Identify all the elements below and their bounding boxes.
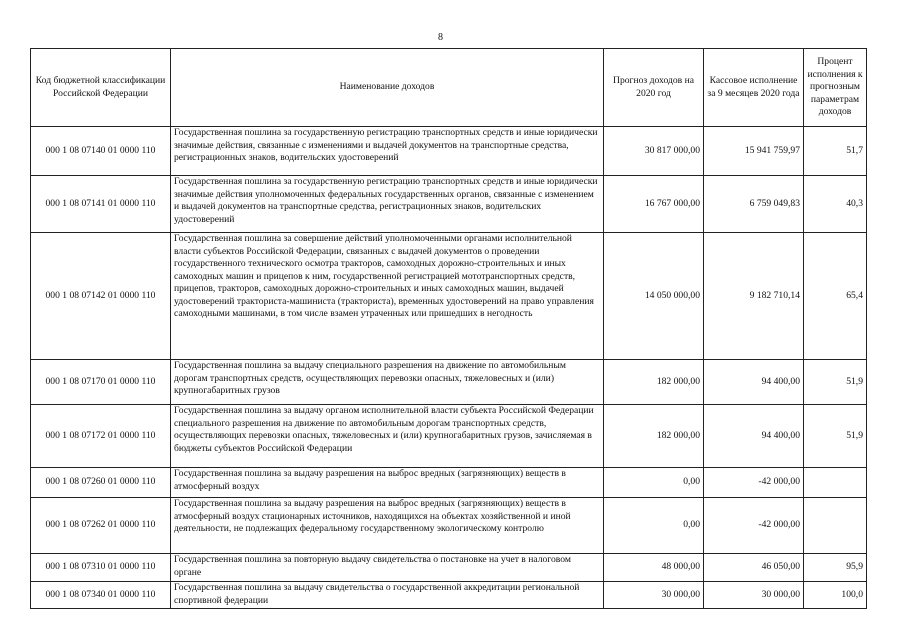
table-row: [31, 405, 867, 468]
header-cash: Кассовое исполнение за 9 месяцев 2020 года: [704, 49, 804, 127]
row-percent: 51,9: [804, 360, 867, 405]
row-code: 000 1 08 07140 01 0000 110: [31, 127, 171, 176]
row-forecast: 0,00: [604, 498, 704, 554]
row-cash: 46 050,00: [704, 554, 804, 582]
revenue-table: [30, 48, 867, 609]
page-number: 8: [438, 32, 443, 43]
row-code: 000 1 08 07141 01 0000 110: [31, 176, 171, 233]
row-cash: 94 400,00: [704, 405, 804, 468]
row-percent: 65,4: [804, 233, 867, 360]
row-name: Государственная пошлина за выдачу органом исполнительной власти субъекта Российской Федерации специального разрешения на движение по автомобильным дорогам транспортных средств, осуществляющих перевозки опасных, тяжеловесных и (или) крупногабаритных грузов, зачисляемая в бюджеты субъектов Российской Федерации: [171, 405, 604, 468]
row-percent: 95,9: [804, 554, 867, 582]
row-cash: -42 000,00: [704, 498, 804, 554]
row-percent: 100,0: [804, 582, 867, 609]
table-row: [31, 360, 867, 405]
row-name: Государственная пошлина за выдачу разрешения на выброс вредных (загрязняющих) веществ в атмосферный воздух стационарных источников, находящихся на объектах хозяйственной и иной деятельности, не подлежащих федеральному государственному экологическому контролю: [171, 498, 604, 554]
row-code: 000 1 08 07262 01 0000 110: [31, 498, 171, 554]
table-row: [31, 233, 867, 360]
row-forecast: 30 817 000,00: [604, 127, 704, 176]
row-forecast: 16 767 000,00: [604, 176, 704, 233]
table-row: [31, 554, 867, 582]
row-name: Государственная пошлина за выдачу разрешения на выброс вредных (загрязняющих) веществ в атмосферный воздух: [171, 468, 604, 498]
row-code: 000 1 08 07172 01 0000 110: [31, 405, 171, 468]
row-code: 000 1 08 07260 01 0000 110: [31, 468, 171, 498]
row-cash: 94 400,00: [704, 360, 804, 405]
row-name: Государственная пошлина за выдачу свидетельства о государственной аккредитации региональной спортивной федерации: [171, 582, 604, 609]
row-forecast: 182 000,00: [604, 360, 704, 405]
table-row: [31, 468, 867, 498]
header-percent: Процент исполнения к прогнозным параметрам доходов: [804, 49, 867, 127]
row-code: 000 1 08 07340 01 0000 110: [31, 582, 171, 609]
table-row: [31, 176, 867, 233]
row-cash: -42 000,00: [704, 468, 804, 498]
row-name: Государственная пошлина за государственную регистрацию транспортных средств и иные юридически значимые действия, связанные с изменениями и выдачей документов на транспортные средства, регистрационных знаков, водительских удостоверений: [171, 127, 604, 176]
row-cash: 30 000,00: [704, 582, 804, 609]
table-row: [31, 127, 867, 176]
row-percent: 51,9: [804, 405, 867, 468]
row-percent: 51,7: [804, 127, 867, 176]
row-forecast: 48 000,00: [604, 554, 704, 582]
row-name: Государственная пошлина за совершение действий уполномоченными органами исполнительной власти субъектов Российской Федерации, связанных с выдачей документов о проведении государственного технического осмотра тракторов, самоходных дорожно-строительных и иных самоходных машин и прицепов к ним, государственной регистрацией мототранспортных средств, прицепов, тракторов, самоходных дорожно-строительных и иных самоходных машин, выдачей удостоверений тракториста-машиниста (тракториста), временных удостоверений на право управления самоходными машинами, в том числе взамен утраченных или пришедших в негодность: [171, 233, 604, 360]
row-forecast: 0,00: [604, 468, 704, 498]
row-percent: [804, 498, 867, 554]
row-name: Государственная пошлина за государственную регистрацию транспортных средств и иные юридически значимые действия уполномоченных федеральных государственных органов, связанные с изменением и выдачей документов на транспортные средства, регистрационных знаков, водительских удостоверений: [171, 176, 604, 233]
row-percent: [804, 468, 867, 498]
table-header-row: [31, 49, 867, 127]
row-cash: 6 759 049,83: [704, 176, 804, 233]
row-cash: 15 941 759,97: [704, 127, 804, 176]
row-name: Государственная пошлина за выдачу специального разрешения на движение по автомобильным дорогам транспортных средств, осуществляющих перевозки опасных, тяжеловесных и (или) крупногабаритных грузов: [171, 360, 604, 405]
row-cash: 9 182 710,14: [704, 233, 804, 360]
table-row: [31, 582, 867, 609]
row-code: 000 1 08 07310 01 0000 110: [31, 554, 171, 582]
row-forecast: 30 000,00: [604, 582, 704, 609]
row-forecast: 182 000,00: [604, 405, 704, 468]
table-row: [31, 498, 867, 554]
row-percent: 40,3: [804, 176, 867, 233]
row-name: Государственная пошлина за повторную выдачу свидетельства о постановке на учет в налоговом органе: [171, 554, 604, 582]
row-code: 000 1 08 07170 01 0000 110: [31, 360, 171, 405]
header-forecast: Прогноз доходов на 2020 год: [604, 49, 704, 127]
row-code: 000 1 08 07142 01 0000 110: [31, 233, 171, 360]
row-forecast: 14 050 000,00: [604, 233, 704, 360]
header-name: Наименование доходов: [171, 49, 604, 127]
header-code: Код бюджетной классификации Российской Федерации: [31, 49, 171, 127]
